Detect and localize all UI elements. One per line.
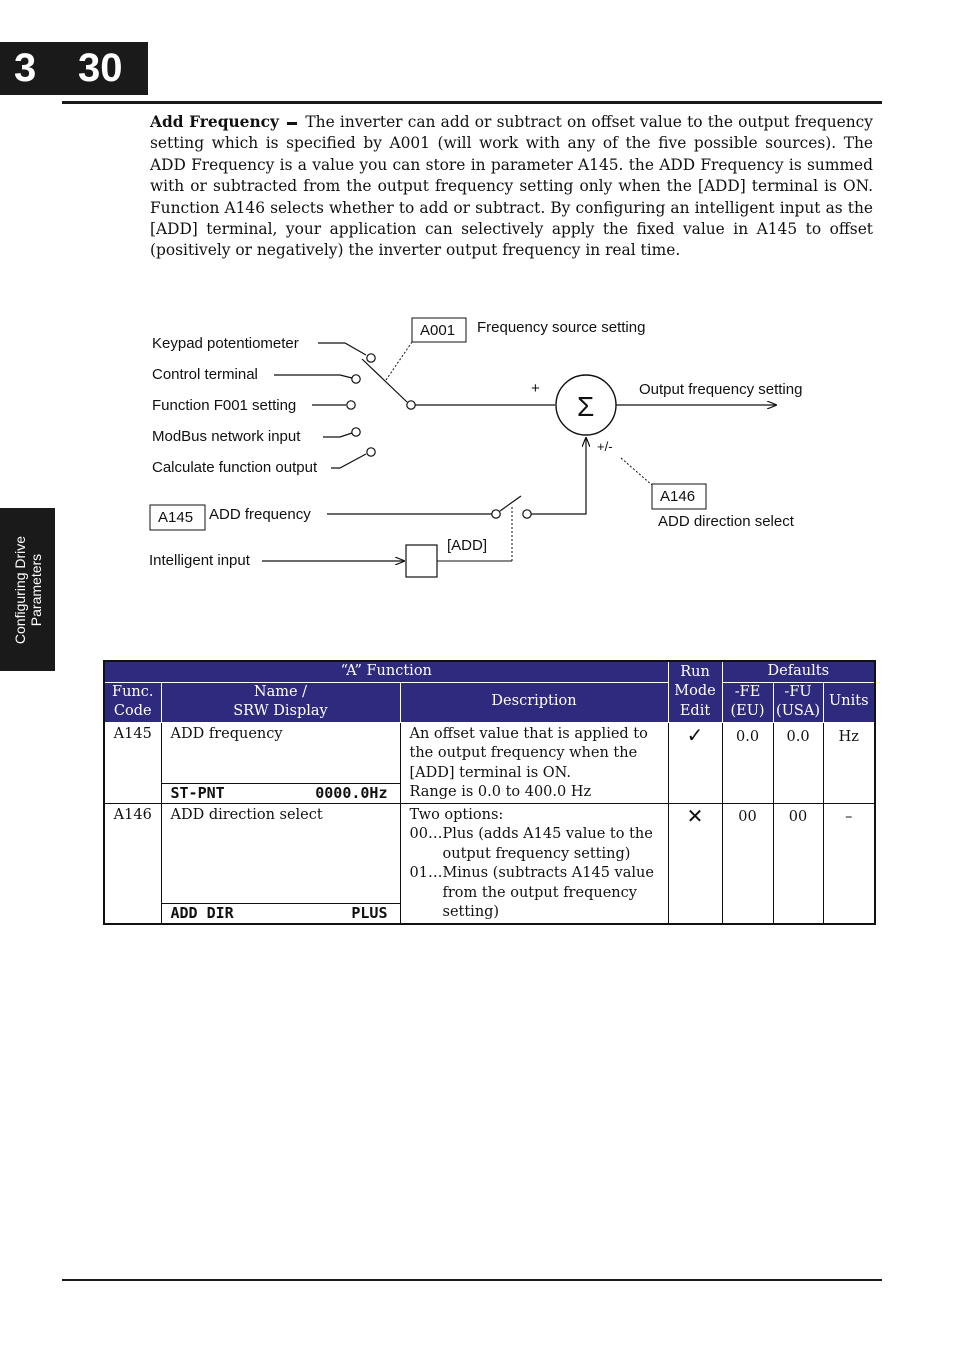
table-row <box>104 722 875 803</box>
a146-box-label: A146 <box>660 488 696 505</box>
check-icon: ✓ <box>686 722 704 747</box>
source-calc-label: Calculate function output <box>152 459 318 476</box>
source-keypad-label: Keypad potentiometer <box>152 335 299 352</box>
intelligent-input-label: Intelligent input <box>149 552 250 569</box>
chapter-number: 3 <box>14 46 37 90</box>
default-fu: 00 <box>773 803 823 924</box>
source-control-terminal-label: Control terminal <box>152 366 258 383</box>
description-cell: An offset value that is applied to the output frequency when the [ADD] terminal is ON. Range is 0.0 to 400.0 Hz <box>400 722 668 803</box>
parameter-table <box>103 660 876 925</box>
page-number: 30 <box>78 46 123 90</box>
table-row <box>104 803 875 924</box>
param-name: ADD frequency <box>170 725 283 742</box>
add-terminal-box <box>406 545 437 577</box>
chapter-side-label: Configuring Drive Parameters <box>11 535 44 644</box>
fu-header: -FU (USA) <box>773 682 823 722</box>
sigma-symbol: Σ <box>577 391 595 422</box>
a145-description: ADD frequency <box>209 506 311 523</box>
a001-box-label: A001 <box>420 322 456 339</box>
intro-lead: Add Frequency <box>150 113 279 131</box>
default-fe: 0.0 <box>722 722 773 803</box>
name-cell <box>161 722 400 803</box>
units-cell: Hz <box>823 722 875 803</box>
group-title: “A” Function <box>104 661 668 682</box>
source-modbus-label: ModBus network input <box>152 428 301 445</box>
a145-box-label: A145 <box>158 509 194 526</box>
output-label: Output frequency setting <box>639 381 803 398</box>
srw-display: ADD DIR PLUS <box>162 903 400 923</box>
param-name: ADD direction select <box>170 806 323 823</box>
defaults-header: Defaults <box>722 661 875 682</box>
run-mode-cell <box>668 722 722 803</box>
srw-display: ST-PNT 0000.0Hz <box>162 783 400 803</box>
name-header: Name / SRW Display <box>161 682 400 722</box>
add-terminal-label: [ADD] <box>447 537 488 554</box>
description-header: Description <box>400 682 668 722</box>
run-mode-header: Run Mode Edit <box>668 661 722 722</box>
add-frequency-diagram <box>0 0 954 600</box>
fe-header: -FE (EU) <box>722 682 773 722</box>
name-cell <box>161 803 400 924</box>
units-header: Units <box>823 682 875 722</box>
option-minus: 01…Minus (subtracts A145 value from the output frequency setting) <box>409 865 654 920</box>
default-fe: 00 <box>722 803 773 924</box>
plus-sign: + <box>531 380 540 397</box>
func-code: A145 <box>104 722 161 803</box>
option-plus: 00…Plus (adds A145 value to the output frequency setting) <box>409 826 653 862</box>
description-cell: Two options: 00…Plus (adds A145 value to the output frequency setting) 01…Minus (subtracts A145 value from the output frequency setting) <box>400 803 668 924</box>
cross-icon: ✕ <box>686 803 704 828</box>
source-f001-label: Function F001 setting <box>152 397 297 414</box>
intro-body: The inverter can add or subtract on offset value to the output frequency setting which is specified by A001 (will work with any of the five possible sources). The ADD Frequency is a value you can store in parameter A145. the ADD Frequency is summed with or subtracted from the output frequency setting only when the [ADD] terminal is ON. Function A146 selects whether to add or subtract. By configuring an intelligent input as the [ADD] terminal, your application can selectively apply the fixed value in A145 to offset (positively or negatively) the inverter output frequency in real time. <box>150 113 873 260</box>
a001-description: Frequency source setting <box>477 319 646 336</box>
footer-rule <box>62 1279 882 1281</box>
func-code: A146 <box>104 803 161 924</box>
a146-description: ADD direction select <box>658 513 794 530</box>
units-cell: – <box>823 803 875 924</box>
default-fu: 0.0 <box>773 722 823 803</box>
run-mode-cell <box>668 803 722 924</box>
plus-minus-sign: +/- <box>597 439 613 454</box>
func-code-header: Func. Code <box>104 682 161 722</box>
